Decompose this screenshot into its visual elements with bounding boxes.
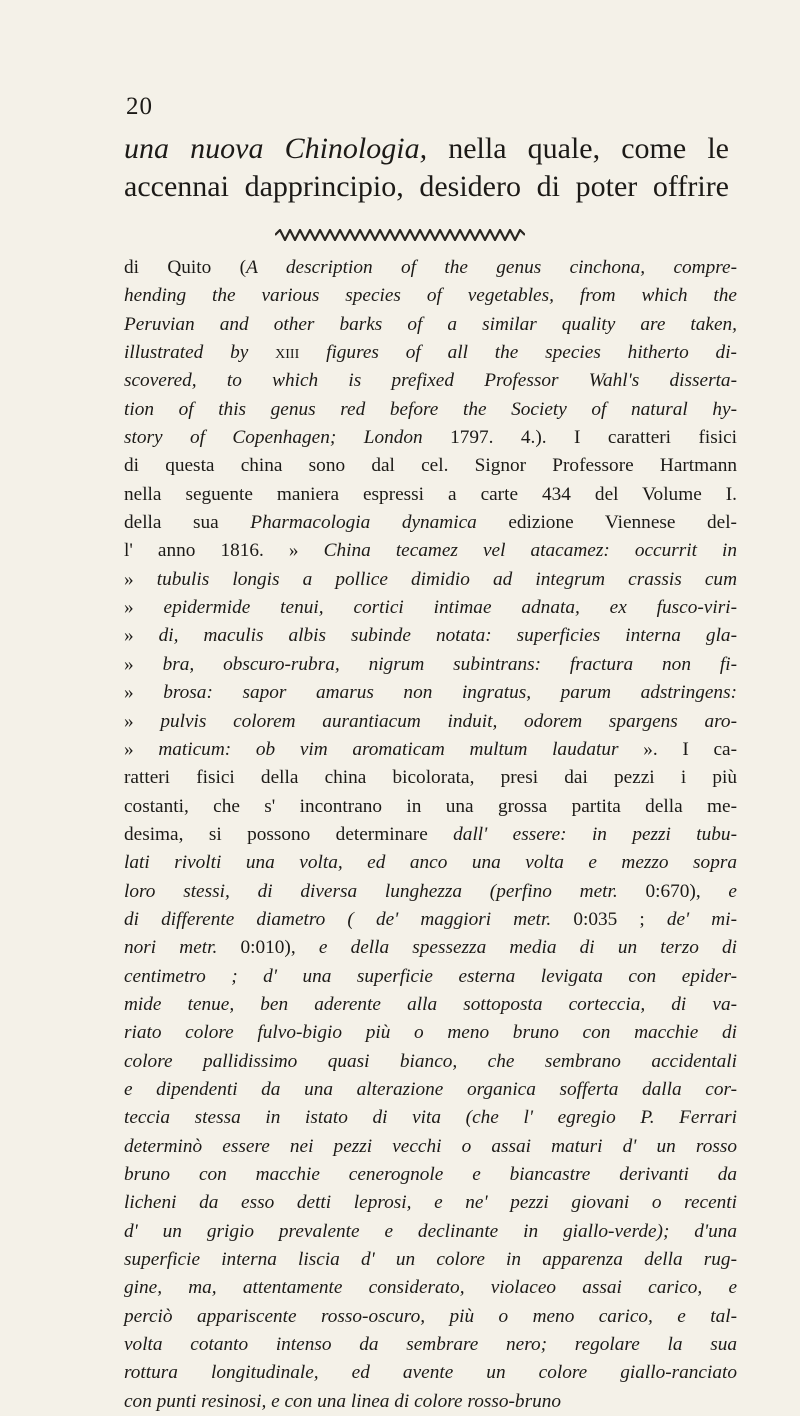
text-line <box>124 934 737 962</box>
text-run: licheni da esso detti leprosi, e ne' pezzi giovani o recenti <box>124 1192 737 1214</box>
text-run: d' un grigio prevalente e declinante in giallo-verde); d'una <box>124 1220 737 1242</box>
text-run: scovered, to which is prefixed Professor Wahl's disserta- <box>124 370 737 392</box>
text-run: 0:670), <box>645 880 729 902</box>
text-run: desima, si possono determinare <box>124 823 454 845</box>
text-run: China tecamez vel atacamez: occurrit in <box>323 540 738 562</box>
text-run: pulvis colorem aurantiacum induit, odorem spargens aro- <box>160 710 737 732</box>
text-run: nori metr. <box>124 937 241 959</box>
text-line <box>124 849 737 877</box>
text-run: rottura longitudinale, ed avente un colore giallo-ranciato <box>124 1362 737 1384</box>
body-text <box>124 254 737 1416</box>
text-run: maticum: ob vim aromaticam multum laudatur <box>158 738 619 760</box>
text-line <box>124 311 737 339</box>
text-run: » <box>124 682 164 704</box>
text-line <box>124 537 737 565</box>
text-run: edizione Viennese del- <box>476 512 737 534</box>
text-run: colore pallidissimo quasi bianco, che sembrano accidentali <box>124 1050 737 1072</box>
text-run: » <box>124 568 157 590</box>
text-run: » <box>124 625 159 647</box>
text-run: con punti resinosi, e con una linea di colore rosso-bruno <box>124 1390 561 1412</box>
text-line <box>124 963 737 991</box>
text-line <box>124 168 729 206</box>
text-run: Peruvian and other barks of a similar quality are taken, <box>124 313 737 335</box>
text-line <box>124 906 737 934</box>
text-run: 1797. 4.). I caratteri fisici <box>450 427 738 449</box>
text-run: di Quito ( <box>124 257 247 278</box>
text-line <box>124 622 737 650</box>
text-line <box>124 1218 737 1246</box>
text-run: e <box>728 880 737 902</box>
text-run: A description of the genus cinchona, compre- <box>246 257 738 278</box>
text-run: nella quale, come le <box>427 132 729 165</box>
text-line <box>124 878 737 906</box>
text-line <box>124 367 737 395</box>
text-run: determinò essere nei pezzi vecchi o assai maturi d' un rosso <box>124 1135 737 1157</box>
text-run: 0:035 ; <box>573 908 667 930</box>
text-run: superficie interna liscia d' un colore in apparenza della rug- <box>124 1249 737 1271</box>
text-line <box>124 282 737 310</box>
text-run: di, maculis albis subinde notata: superficies interna gla- <box>158 625 737 647</box>
text-run: dall' essere: in pezzi tubu- <box>453 823 737 845</box>
text-line <box>124 1048 737 1076</box>
text-run: bruno con macchie cenerognole e biancastre derivanti da <box>124 1164 737 1185</box>
text-run: mide tenue, ben aderente alla sottoposta corteccia, di va- <box>124 993 737 1015</box>
text-line <box>124 1133 737 1161</box>
text-run: Pharmacologia dynamica <box>250 512 477 534</box>
text-run: riato colore fulvo-bigio più o meno bruno con macchie di <box>124 1022 737 1044</box>
text-line <box>124 821 737 849</box>
text-run: xiii <box>275 342 300 364</box>
text-run: lati rivolti una volta, ed anco una volta e mezzo sopra <box>124 852 737 874</box>
text-run: brosa: sapor amarus non ingratus, parum adstringens: <box>163 682 737 704</box>
text-line <box>124 1331 737 1359</box>
text-run: volta cotanto intenso da sembrare nero; regolare la sua <box>124 1334 737 1356</box>
text-run: teccia stessa in istato di vita (che l' egregio P. Ferrari <box>124 1107 737 1129</box>
text-run: bra, obscuro-rubra, nigrum subintrans: fractura non fi- <box>162 653 738 675</box>
text-line <box>124 679 737 707</box>
text-run: » <box>124 653 163 675</box>
text-line <box>124 424 737 452</box>
text-run: una nuova Chinologia, <box>124 132 428 165</box>
text-run: di questa china sono dal cel. Signor Professore Hartmann <box>124 455 737 477</box>
text-line <box>124 130 729 168</box>
text-line <box>124 1189 737 1217</box>
text-run: ». I ca- <box>618 738 737 760</box>
ornamental-rule <box>275 229 525 241</box>
text-run: tion of this genus red before the Society of natural hy- <box>124 398 737 420</box>
text-run: hending the various species of vegetables, from which the <box>124 285 737 307</box>
text-line <box>124 1161 737 1189</box>
text-line <box>124 1274 737 1302</box>
text-run: accennai dapprincipio, desidero di poter offrire <box>124 170 729 203</box>
text-line <box>124 793 737 821</box>
text-run: de' mi- <box>666 908 737 930</box>
text-run: tubulis longis a pollice dimidio ad integrum crassis cum <box>156 568 737 590</box>
text-run: » <box>124 710 161 732</box>
text-run: e dipendenti da una alterazione organica sofferta dalla cor- <box>124 1078 737 1100</box>
text-run: » <box>124 597 164 619</box>
text-run: 0:010), <box>240 937 319 959</box>
text-run: centimetro ; d' una superficie esterna levigata con epider- <box>124 965 737 987</box>
text-run: l' anno 1816. » <box>124 540 324 562</box>
text-line <box>124 566 737 594</box>
text-line <box>124 991 737 1019</box>
text-run: nella seguente maniera espressi a carte 434 del Volume I. <box>124 483 737 505</box>
text-run: loro stessi, di diversa lunghezza (perfino metr. <box>124 880 646 902</box>
text-line <box>124 452 737 480</box>
text-run: » <box>124 738 159 760</box>
text-line <box>124 1359 737 1387</box>
intro-paragraph <box>124 130 729 206</box>
text-run: illustrated by <box>124 342 276 364</box>
text-run: di differente diametro ( de' maggiori metr. <box>124 908 574 930</box>
text-run: della sua <box>124 512 251 534</box>
text-line <box>124 1019 737 1047</box>
text-line <box>124 339 737 367</box>
text-line <box>124 764 737 792</box>
text-line <box>124 1104 737 1132</box>
text-line <box>124 736 737 764</box>
text-run: perciò appariscente rosso-oscuro, più o meno carico, e tal- <box>124 1305 737 1327</box>
text-run: epidermide tenui, cortici intimae adnata, ex fusco-viri- <box>163 597 737 619</box>
text-line <box>124 1076 737 1104</box>
text-line <box>124 481 737 509</box>
text-line <box>124 708 737 736</box>
text-line <box>124 254 737 282</box>
text-run: e della spessezza media di un terzo di <box>318 937 737 959</box>
text-line <box>124 509 737 537</box>
page-number: 20 <box>126 93 153 120</box>
text-line <box>124 396 737 424</box>
text-run: story of Copenhagen; London <box>124 427 451 449</box>
text-run: gine, ma, attentamente considerato, violaceo assai carico, e <box>124 1277 737 1299</box>
text-line <box>124 1246 737 1274</box>
text-line <box>124 1303 737 1331</box>
text-line <box>124 651 737 679</box>
text-run: ratteri fisici della china bicolorata, presi dai pezzi i più <box>124 767 737 789</box>
text-line <box>124 594 737 622</box>
text-run: figures of all the species hitherto di- <box>299 342 737 364</box>
text-line <box>124 1388 737 1416</box>
text-run: costanti, che s' incontrano in una grossa partita della me- <box>124 795 737 817</box>
